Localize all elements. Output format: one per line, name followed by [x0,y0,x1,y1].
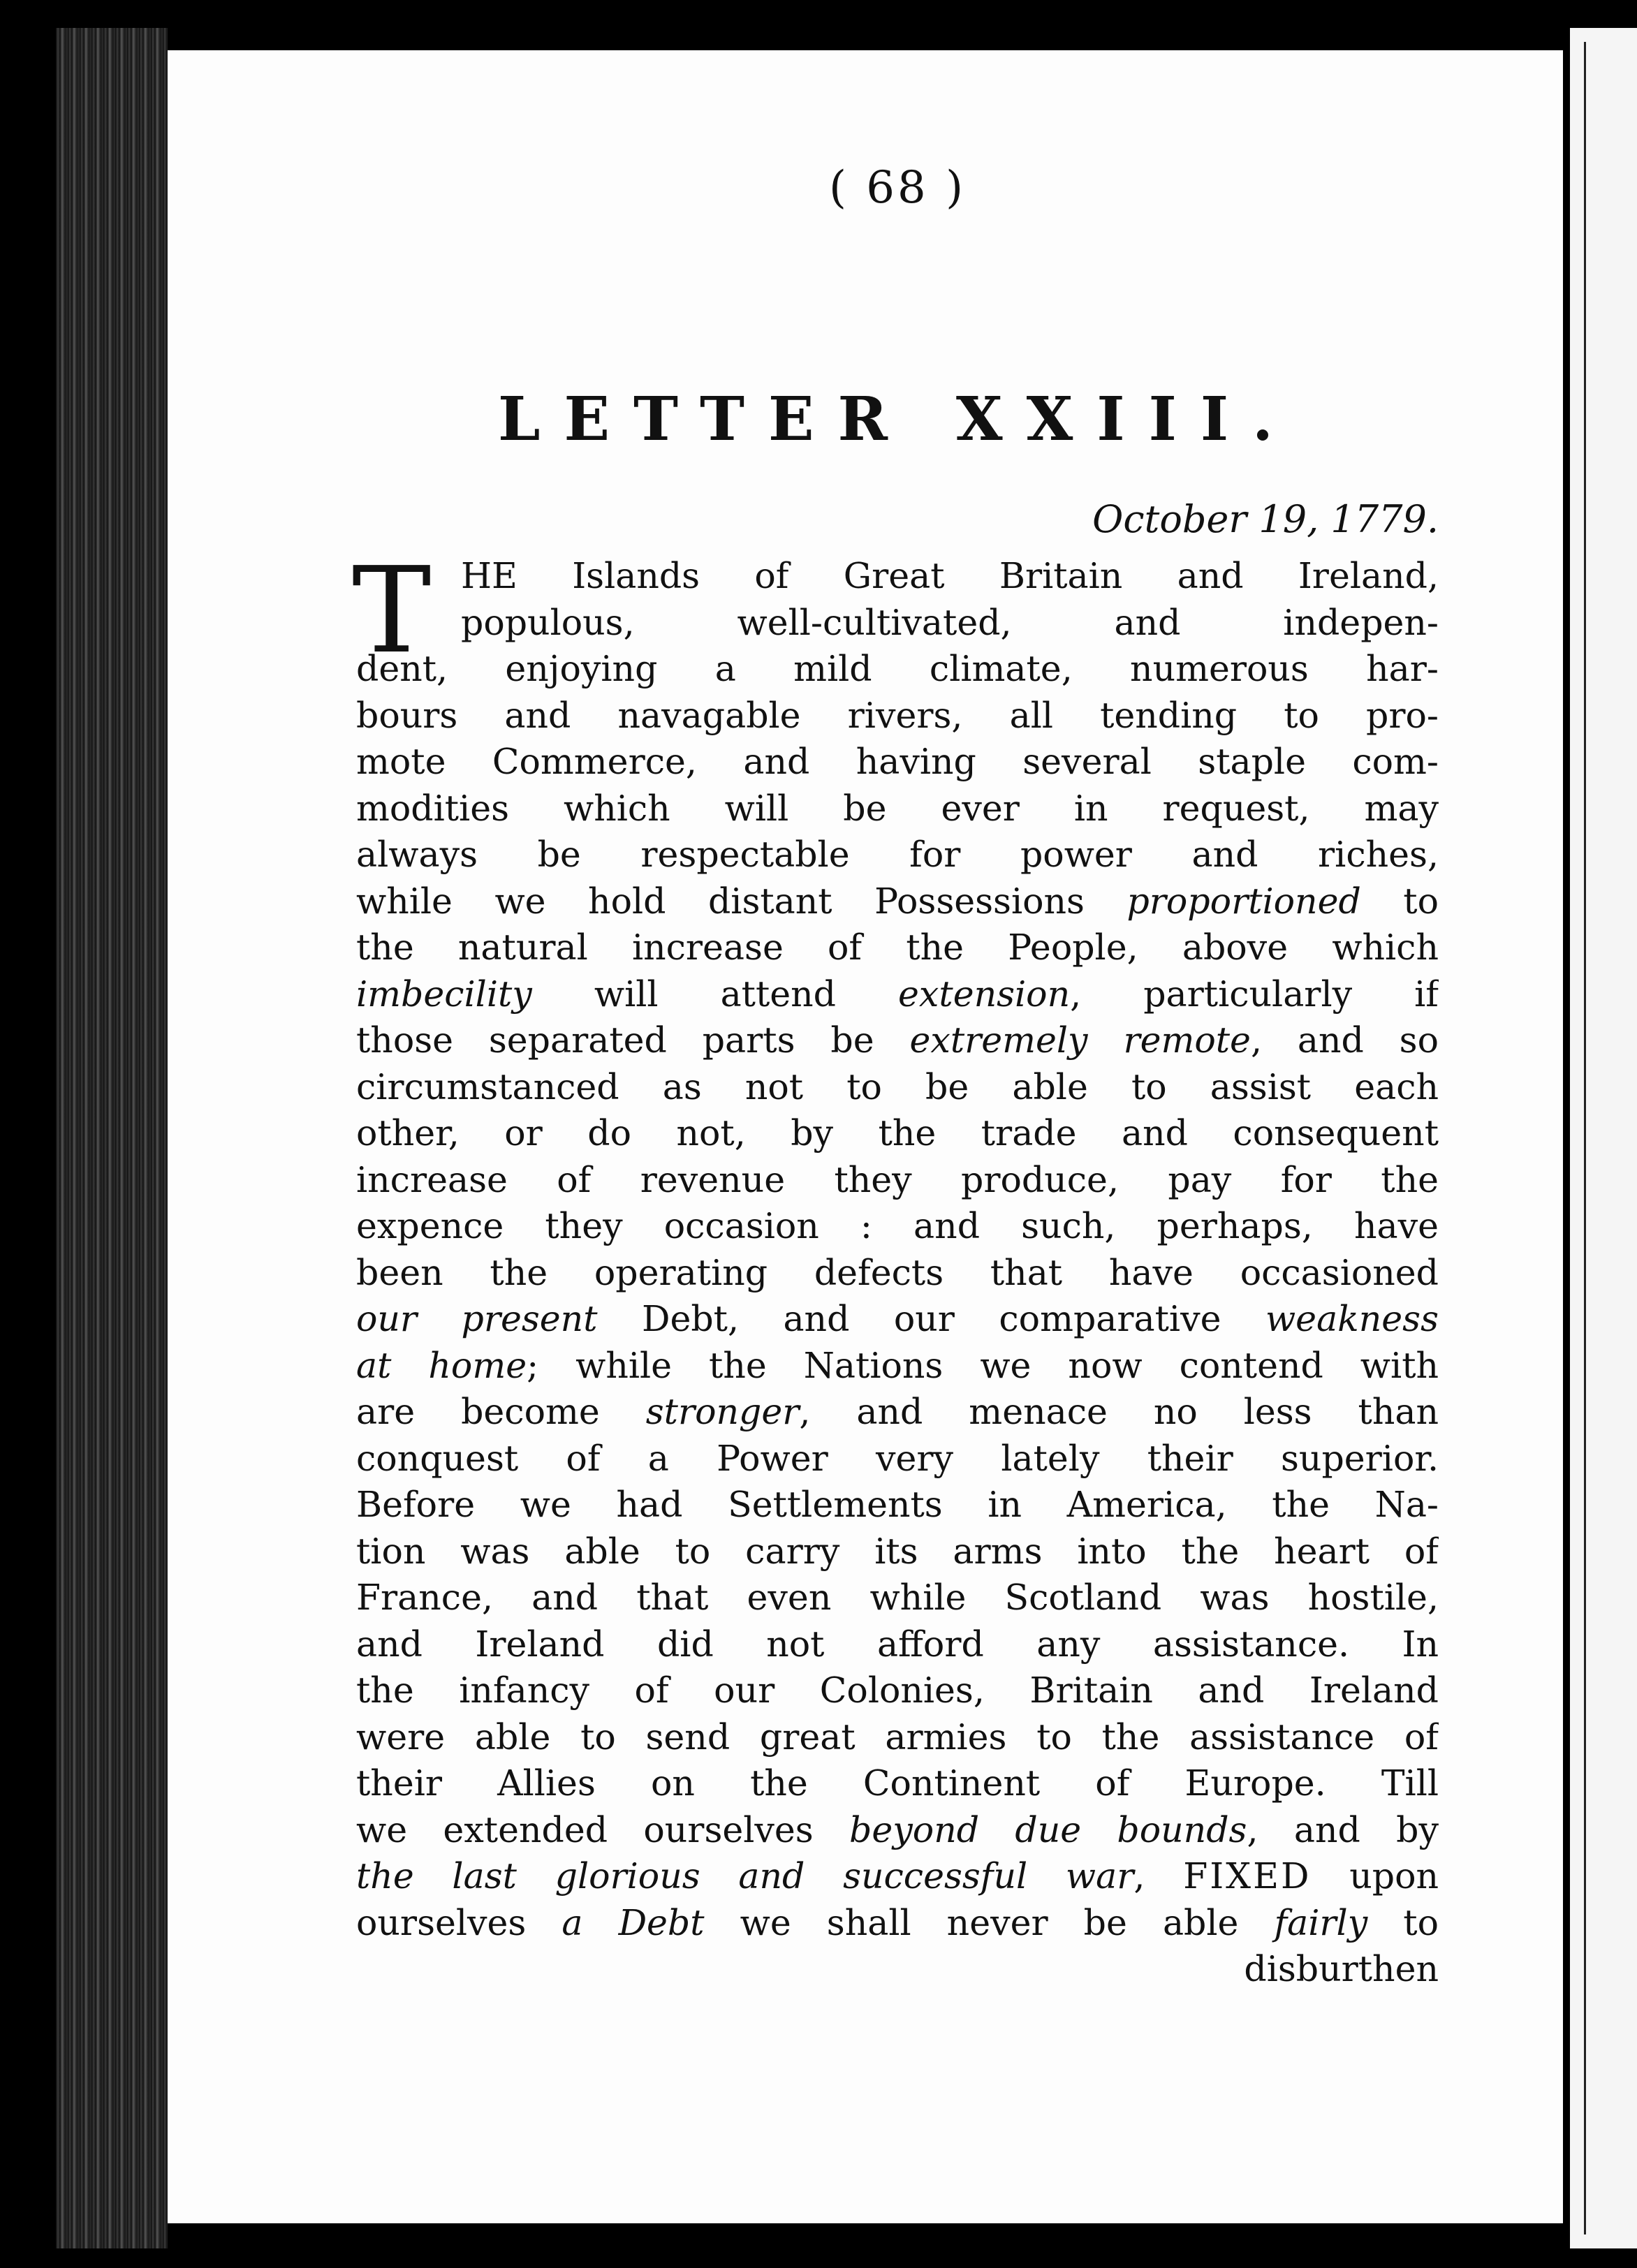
catchword: disburthen [1244,1948,1439,1989]
letter-title: LETTER XXIII. [498,384,1297,455]
small-caps-word: FIXED [1183,1855,1312,1897]
text-line: mote Commerce, and having several staple com- [356,741,1439,782]
text-line: other, or do not, by the trade and consequent [356,1112,1439,1154]
italic-phrase: the last glorious and successful war [356,1855,1134,1897]
italic-phrase: weakness [1265,1298,1439,1339]
italic-phrase: fairly [1274,1901,1368,1943]
text-line: conquest of a Power very lately their superior. [356,1437,1439,1479]
text-line: the last glorious and successful war, FIXED upon [356,1855,1439,1897]
italic-phrase: at home [356,1344,527,1386]
text-line: and Ireland did not afford any assistance. In [356,1623,1439,1665]
text-line: at home; while the Nations we now contend with [356,1344,1439,1386]
text-line: imbecility will attend extension, particularly if [356,973,1439,1015]
text-line: France, and that even while Scotland was hostile, [356,1577,1439,1618]
text-line: those separated parts be extremely remote, and so [356,1019,1439,1061]
text-line: increase of revenue they produce, pay for the [356,1158,1439,1200]
text-line: ourselves a Debt we shall never be able fairly to [356,1901,1439,1943]
text-line: HE Islands of Great Britain and Ireland, [461,555,1439,596]
text-line: their Allies on the Continent of Europe. Till [356,1762,1439,1804]
text-line: our present Debt, and our comparative weakness [356,1298,1439,1339]
text-line: been the operating defects that have occasioned [356,1251,1439,1293]
text-line: circumstanced as not to be able to assist each [356,1066,1439,1107]
italic-phrase: our present [356,1298,598,1339]
text-line: are become stronger, and menace no less than [356,1391,1439,1432]
book-spine [56,28,168,2248]
italic-phrase: beyond due bounds [849,1809,1247,1850]
text-line: bours and navagable rivers, all tending to pro- [356,694,1439,736]
page-gutter [1563,28,1570,2248]
italic-phrase: imbecility [356,973,532,1015]
italic-phrase: extension [898,973,1071,1015]
text-line: we extended ourselves beyond due bounds, and by [356,1809,1439,1850]
drop-cap: T [352,542,432,680]
text-line: dent, enjoying a mild climate, numerous har- [356,648,1439,689]
text-line: were able to send great armies to the assistance of [356,1716,1439,1758]
text-line: populous, well-cultivated, and indepen- [461,601,1439,643]
text-line: expence they occasion : and such, perhaps, have [356,1205,1439,1246]
letter-body [356,553,1439,1993]
italic-phrase: proportioned [1126,880,1361,922]
book-page [168,50,1563,2223]
text-line: while we hold distant Possessions proportioned to [356,880,1439,922]
text-line: modities which will be ever in request, may [356,787,1439,829]
italic-phrase: a Debt [561,1901,705,1943]
letter-date: October 19, 1779. [1092,497,1439,541]
page-number: ( 68 ) [828,162,967,214]
text-line: the infancy of our Colonies, Britain and Ireland [356,1670,1439,1711]
facing-page-edge [1570,28,1637,2248]
text-line: tion was able to carry its arms into the heart of [356,1530,1439,1572]
italic-phrase: extremely remote [909,1019,1251,1061]
text-line: the natural increase of the People, above which [356,927,1439,968]
text-line: always be respectable for power and riches, [356,834,1439,875]
facing-page-border [1584,42,1586,2234]
text-line: Before we had Settlements in America, the Na- [356,1484,1439,1525]
italic-phrase: stronger [645,1391,800,1432]
